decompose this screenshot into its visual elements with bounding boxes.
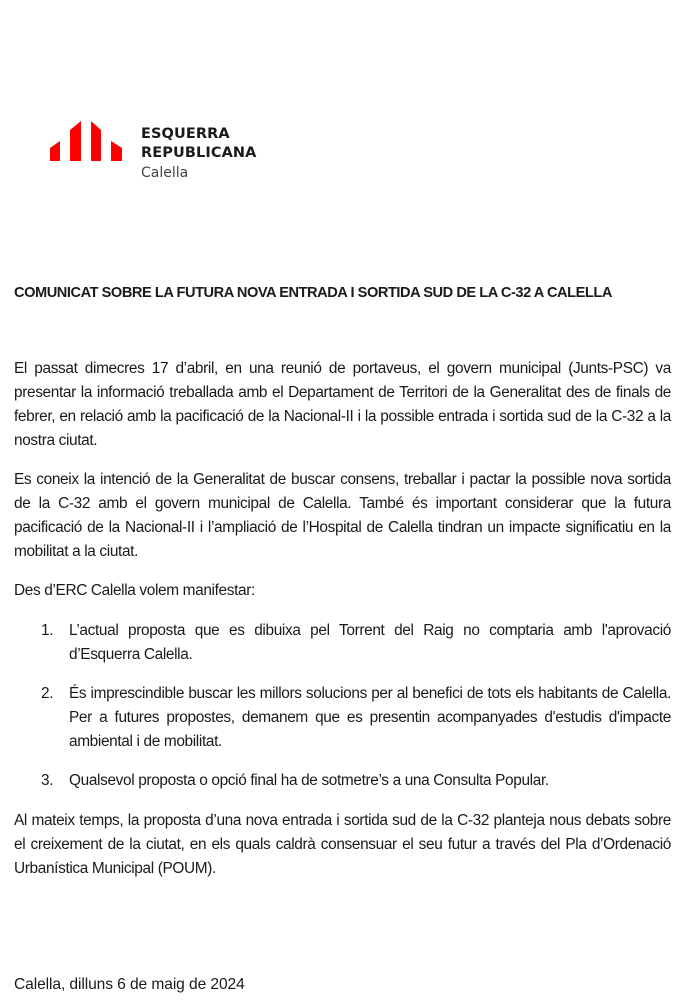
logo-line-calella: Calella	[141, 165, 189, 181]
erc-bars-logo-icon	[48, 118, 128, 164]
paragraph-context: Es coneix la intenció de la Generalitat de buscar consens, treballar i pactar la possible nova sortida de la C-32 amb el govern municipal de Calella. També és important considerar que la futura pacificació de la Nacional-II i l’ampliació de l’Hospital de Calella tindran un impacte significatiu en la mobilitat a la ciutat.	[14, 471, 671, 560]
list-item	[14, 682, 671, 754]
document-title: COMUNICAT SOBRE LA FUTURA NOVA ENTRADA I SORTIDA SUD DE LA C-32 A CALELLA	[14, 285, 612, 301]
list-item	[14, 619, 671, 667]
logo-bar-2	[70, 121, 81, 161]
paragraph-statement-lead: Des d’ERC Calella volem manifestar:	[14, 582, 255, 599]
list-item-number: 3.	[41, 772, 54, 789]
logo-line-republicana: REPUBLICANA	[141, 144, 257, 161]
paragraph-closing: Al mateix temps, la proposta d’una nova entrada i sortida sud de la C-32 planteja nous debats sobre el creixement de la ciutat, en els quals caldrà consensuar el seu futur a través del Pla d’Ordenació Urbanística Municipal (POUM).	[14, 812, 671, 877]
list-item-text: L’actual proposta que es dibuixa pel Torrent del Raig no comptaria amb l'aprovació d’Esquerra Calella.	[69, 622, 671, 663]
logo-line-esquerra: ESQUERRA	[141, 126, 230, 142]
logo-bar-4	[111, 141, 122, 161]
signature-date: Calella, dilluns 6 de maig de 2024	[14, 976, 245, 993]
logo-bar-1	[50, 141, 60, 161]
logo-wordmark	[141, 127, 256, 180]
list-item-text: És imprescindible buscar les millors solucions per al benefici de tots els habitants de Calella. Per a futures propostes, demanem que es presentin acompanyades d'estudis d'impacte ambiental i de mobilitat.	[69, 685, 671, 750]
paragraph-intro: El passat dimecres 17 d’abril, en una reunió de portaveus, el govern municipal (Junts-PSC) va presentar la informació treballada amb el Departament de Territori de la Generalitat des de finals de febrer, en relació amb la pacificació de la Nacional-II i la possible entrada i sortida sud de la C-32 a la nostra ciutat.	[14, 360, 671, 449]
demands-list	[14, 619, 671, 808]
list-item-number: 2.	[41, 685, 54, 702]
list-item	[14, 769, 671, 793]
list-item-number: 1.	[41, 622, 54, 639]
logo-bar-3	[91, 121, 101, 161]
list-item-text: Qualsevol proposta o opció final ha de sotmetre’s a una Consulta Popular.	[69, 772, 549, 789]
